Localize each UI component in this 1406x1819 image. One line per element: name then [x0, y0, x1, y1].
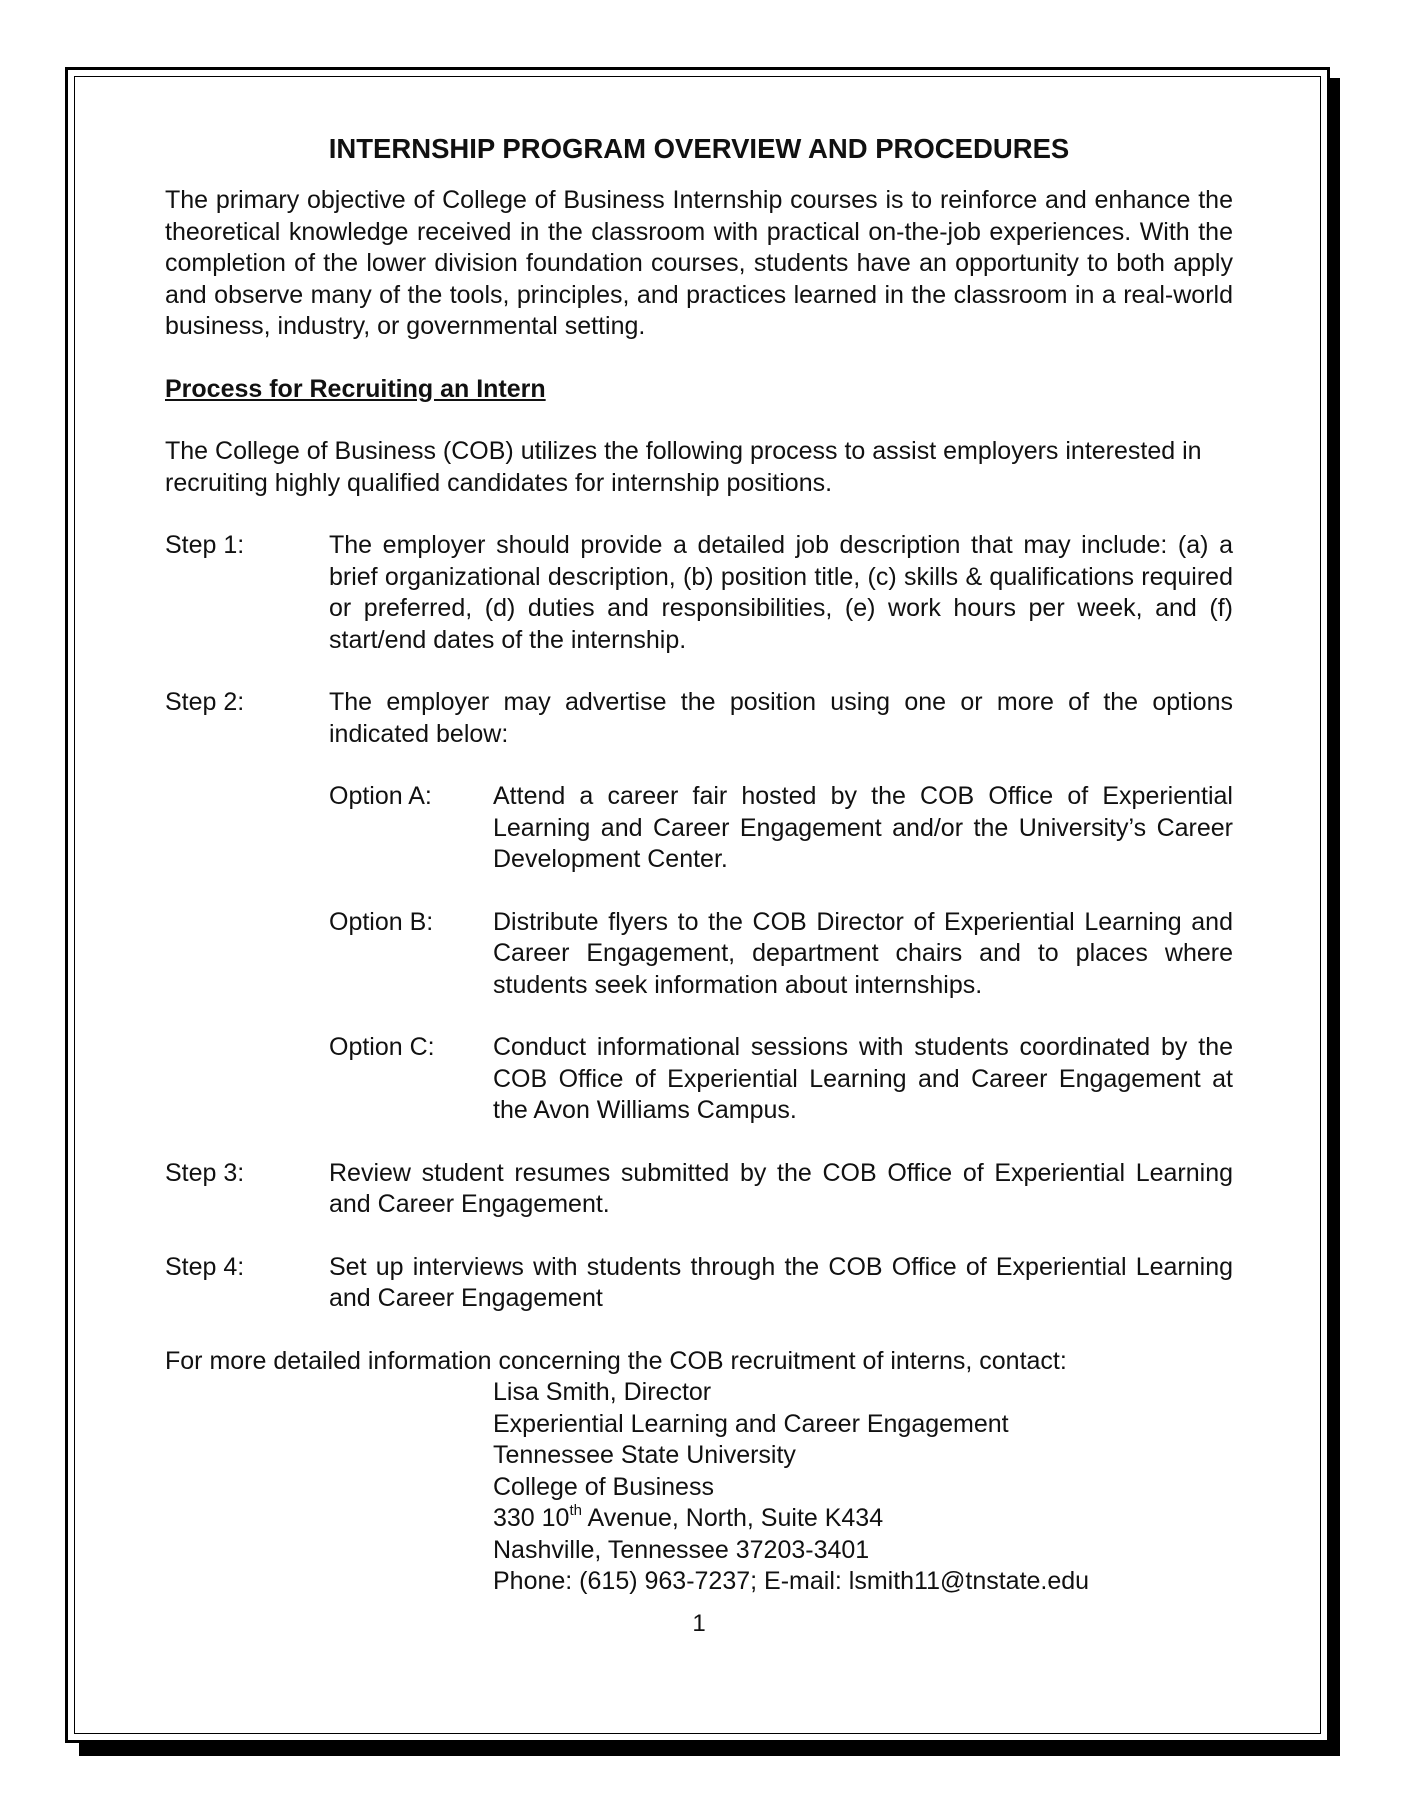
step-text: Review student resumes submitted by the COB Office of Experiential Learning and Career Engagement. — [329, 1158, 1233, 1218]
contact-city: Nashville, Tennessee 37203-3401 — [493, 1535, 870, 1564]
address-street: Avenue, North, Suite K434 — [581, 1504, 884, 1532]
section-heading: Process for Recruiting an Intern — [165, 374, 546, 403]
step-label: Step 4: — [165, 1252, 245, 1281]
intro-paragraph: The primary objective of College of Business Internship courses is to reinforce and enhance the theoretical knowledge received in the classroom with practical on-the-job experiences. With the completion of the lower division foundation courses, students have an opportunity to both apply and observe many of the tools, principles, and practices learned in the classroom in a real-world business, industry, or governmental setting. — [165, 186, 1233, 340]
address-number: 330 10 — [493, 1504, 570, 1532]
option-label: Option B: — [329, 907, 434, 936]
address-ordinal-suffix: th — [569, 1501, 582, 1519]
document-content — [165, 130, 1233, 1639]
option-label: Option C: — [329, 1033, 435, 1061]
step-2 — [165, 687, 1233, 750]
contact-block — [165, 1377, 1233, 1598]
page-title: INTERNSHIP PROGRAM OVERVIEW AND PROCEDURES — [328, 133, 1070, 164]
step-text: Set up interviews with students through the COB Office of Experiential Learning and Career Engagement — [329, 1252, 1233, 1312]
option-text: Attend a career fair hosted by the COB Office of Experiential Learning and Career Engagement and/or the University’s Career Development Center. — [493, 782, 1233, 873]
process-lead-paragraph: The College of Business (COB) utilizes the following process to assist employers interested in recruiting highly qualified candidates for internship positions. — [165, 437, 1202, 497]
step-1 — [165, 530, 1233, 656]
option-b — [165, 907, 1233, 1002]
option-text: Distribute flyers to the COB Director of Experiential Learning and Career Engagement, department chairs and to places where students seek information about internships. — [493, 907, 1233, 999]
step-3 — [165, 1158, 1233, 1221]
step-label: Step 3: — [165, 1158, 245, 1187]
contact-college: College of Business — [493, 1472, 714, 1501]
option-text: Conduct informational sessions with students coordinated by the COB Office of Experiential Learning and Career Engagement at the Avon Williams Campus. — [493, 1033, 1233, 1124]
step-4 — [165, 1252, 1233, 1315]
contact-university: Tennessee State University — [493, 1441, 796, 1469]
step-label: Step 2: — [165, 688, 245, 716]
contact-address — [493, 1503, 1233, 1535]
step-text: The employer may advertise the position using one or more of the options indicated below: — [329, 688, 1233, 748]
step-text: The employer should provide a detailed job description that may include: (a) a brief organizational description, (b) position title, (c) skills & qualifications required or preferred, (d) duties and responsibilities, (e) work hours per week, and (f) start/end dates of the internship. — [329, 531, 1233, 654]
step-label: Step 1: — [165, 531, 245, 559]
contact-phone-email: Phone: (615) 963-7237; E-mail: lsmith11@tnstate.edu — [493, 1567, 1090, 1595]
contact-intro: For more detailed information concerning the COB recruitment of interns, contact: — [165, 1346, 1067, 1375]
option-a — [165, 781, 1233, 876]
contact-name: Lisa Smith, Director — [493, 1378, 712, 1406]
option-c — [165, 1032, 1233, 1127]
contact-office: Experiential Learning and Career Engagement — [493, 1409, 1009, 1438]
page-number: 1 — [692, 1609, 706, 1637]
option-label: Option A: — [329, 782, 432, 810]
